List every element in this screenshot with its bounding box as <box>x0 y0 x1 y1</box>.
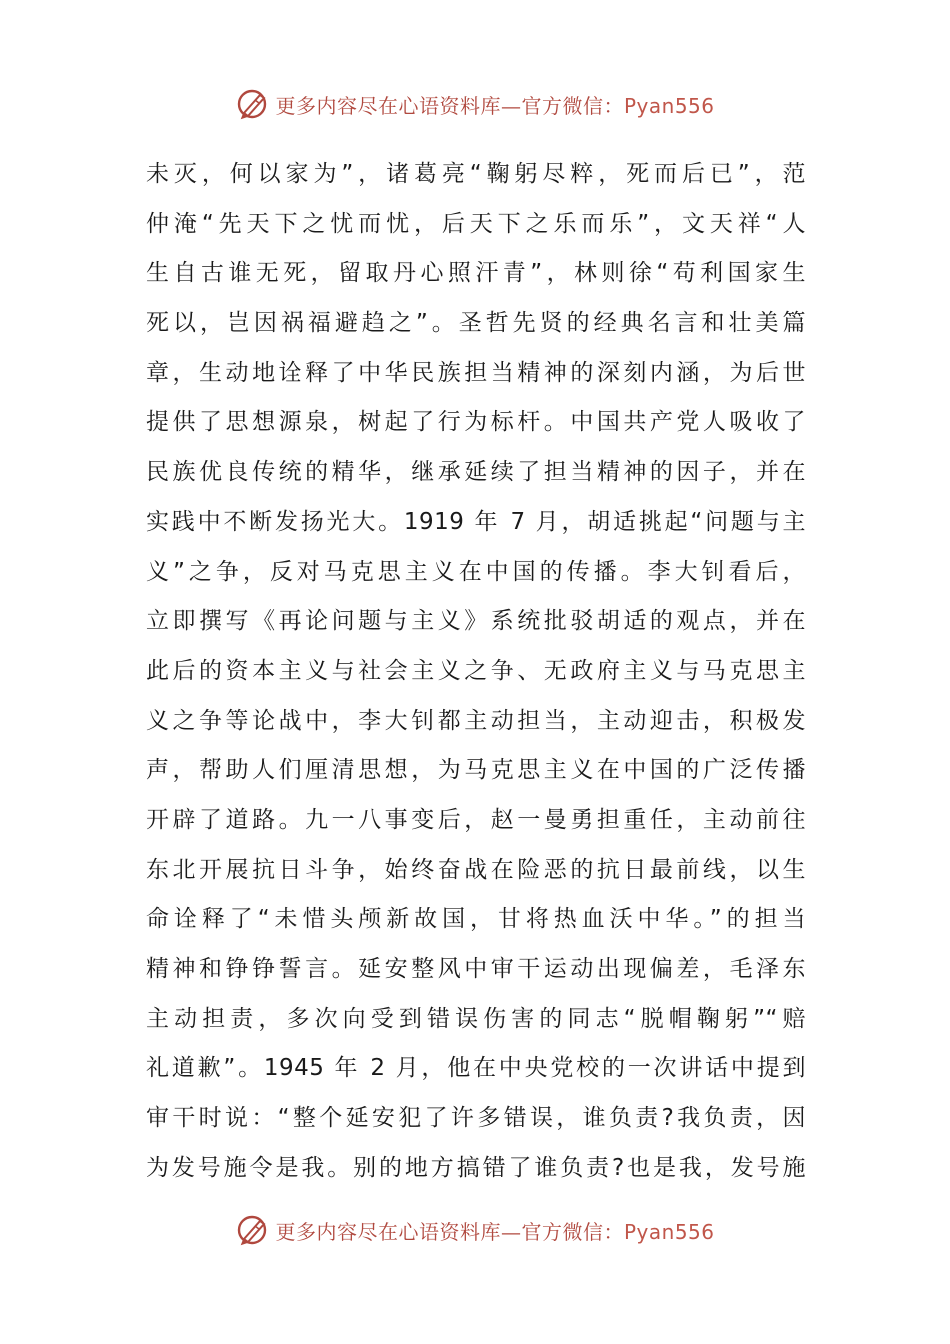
body-line: 为发号施令是我。别的地方搞错了谁负责?也是我，发号施 <box>146 1154 806 1181</box>
footer-banner-text <box>275 1216 714 1245</box>
body-line: 审干时说：“整个延安犯了许多错误，谁负责?我负责，因 <box>146 1105 806 1132</box>
body-line: 民族优良传统的精华，继承延续了担当精神的因子，并在 <box>146 459 806 486</box>
pen-logo-icon <box>235 1212 271 1248</box>
body-line: 声，帮助人们厘清思想，为马克思主义在中国的广泛传播 <box>146 757 806 784</box>
body-line: 章，生动地诠释了中华民族担当精神的深刻内涵，为后世 <box>146 359 806 386</box>
footer-banner <box>0 1210 950 1250</box>
header-separator: — <box>500 93 522 118</box>
header-banner <box>0 84 950 124</box>
header-site-text: 更多内容尽在心语资料库 <box>275 93 501 118</box>
body-line: 仲淹“先天下之忧而忧，后天下之乐而乐”，文天祥“人 <box>146 210 806 237</box>
footer-separator: — <box>500 1219 522 1244</box>
body-line: 义”之争，反对马克思主义在中国的传播。李大钊看后， <box>146 558 806 585</box>
header-wechat-id: Pyan556 <box>623 93 715 118</box>
body-line: 提供了思想源泉，树起了行为标杆。中国共产党人吸收了 <box>146 409 806 436</box>
body-line: 立即撰写《再论问题与主义》系统批驳胡适的观点，并在 <box>146 608 806 635</box>
header-wechat-label: 官方微信： <box>521 93 624 118</box>
body-line: 未灭，何以家为”，诸葛亮“鞠躬尽粹，死而后已”，范 <box>146 161 806 187</box>
body-line: 实践中不断发扬光大。1919 年 7 月，胡适挑起“问题与主 <box>146 508 806 535</box>
body-line: 生自古谁无死，留取丹心照汗青”，林则徐“苟利国家生 <box>146 260 806 287</box>
body-line: 此后的资本主义与社会主义之争、无政府主义与马克思主 <box>146 657 806 684</box>
body-line: 东北开展抗日斗争，始终奋战在险恶的抗日最前线，以生 <box>146 856 806 883</box>
footer-wechat-label: 官方微信： <box>521 1219 624 1244</box>
footer-wechat-id: Pyan556 <box>623 1219 715 1244</box>
footer-site-text: 更多内容尽在心语资料库 <box>275 1219 501 1244</box>
body-line: 礼道歉”。1945 年 2 月，他在中央党校的一次讲话中提到 <box>146 1055 806 1082</box>
body-line: 主动担责，多次向受到错误伤害的同志“脱帽鞠躬”“赔 <box>146 1005 806 1032</box>
body-line: 精神和铮铮誓言。延安整风中审干运动出现偏差，毛泽东 <box>146 956 806 982</box>
body-line: 义之争等论战中，李大钊都主动担当，主动迎击，积极发 <box>146 707 806 734</box>
body-line: 命诠释了“未惜头颅新故国，甘将热血沃中华。”的担当 <box>146 906 806 933</box>
header-banner-text <box>275 90 714 119</box>
body-line: 开辟了道路。九一八事变后，赵一曼勇担重任，主动前往 <box>146 806 806 833</box>
body-line: 死以，岂因祸福避趋之”。圣哲先贤的经典名言和壮美篇 <box>146 310 806 337</box>
body-text <box>146 150 806 1193</box>
pen-logo-icon <box>235 86 271 122</box>
